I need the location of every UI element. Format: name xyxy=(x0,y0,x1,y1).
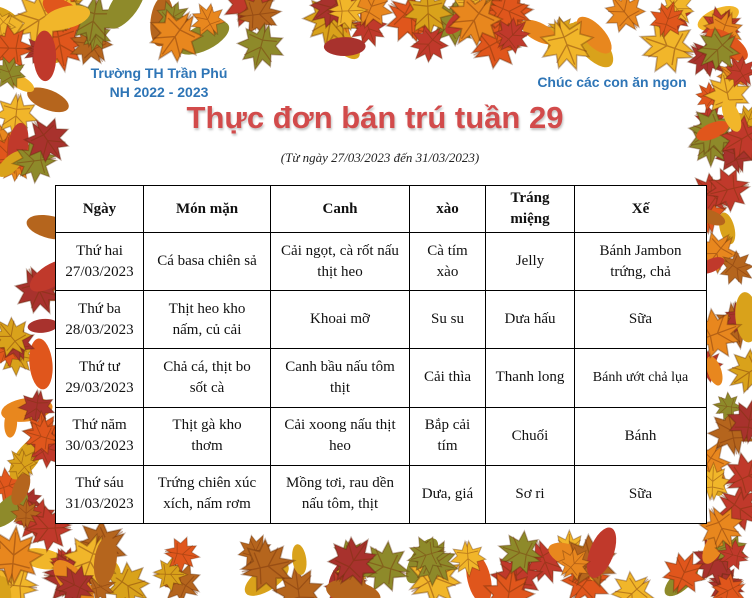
school-name: Trường TH Trần Phú xyxy=(90,65,228,81)
day-name: Thứ sáu xyxy=(75,475,124,492)
table-row xyxy=(56,465,707,523)
day-date: 29/03/2023 xyxy=(65,379,134,396)
day-cell xyxy=(56,407,144,465)
day-name: Thứ hai xyxy=(76,242,123,259)
stir-fry-cell: Bắp cải tím xyxy=(410,407,486,465)
school-year: NH 2022 - 2023 xyxy=(109,84,209,100)
main-dish-cell: Chả cá, thịt bo sốt cà xyxy=(144,349,271,407)
main-dish-cell: Thịt heo kho nấm, củ cải xyxy=(144,291,271,349)
snack-cell: Bánh xyxy=(575,407,707,465)
stir-fry-cell: Cà tím xào xyxy=(410,233,486,291)
day-date: 28/03/2023 xyxy=(65,321,134,338)
table-row xyxy=(56,291,707,349)
snack-cell: Sữa xyxy=(575,465,707,523)
dessert-cell: Sơ ri xyxy=(486,465,575,523)
soup-cell: Mồng tơi, rau dền nấu tôm, thịt xyxy=(271,465,410,523)
dessert-cell: Jelly xyxy=(486,233,575,291)
column-header-dessert: Tráng miệng xyxy=(486,186,575,233)
table-row xyxy=(56,407,707,465)
date-range: (Từ ngày 27/03/2023 đến 31/03/2023) xyxy=(280,150,480,165)
stir-fry-cell: Dưa, giá xyxy=(410,465,486,523)
day-cell xyxy=(56,233,144,291)
day-cell xyxy=(56,291,144,349)
table-row xyxy=(56,349,707,407)
school-info xyxy=(64,64,254,102)
table-header-row xyxy=(56,186,707,233)
day-name: Thứ năm xyxy=(72,417,127,434)
snack-cell: Bánh Jambon trứng, chả xyxy=(575,233,707,291)
table-row xyxy=(56,233,707,291)
column-header-snack: Xế xyxy=(575,186,707,233)
menu-table xyxy=(55,185,707,524)
soup-cell: Cải xoong nấu thịt heo xyxy=(271,407,410,465)
dessert-cell: Chuối xyxy=(486,407,575,465)
column-header-stir-fry: xào xyxy=(410,186,486,233)
dessert-cell: Dưa hấu xyxy=(486,291,575,349)
day-cell xyxy=(56,349,144,407)
day-date: 31/03/2023 xyxy=(65,496,134,513)
stir-fry-cell: Su su xyxy=(410,291,486,349)
page-title: Thực đơn bán trú tuần 29 xyxy=(186,100,564,135)
main-dish-cell: Cá basa chiên sả xyxy=(144,233,271,291)
day-name: Thứ ba xyxy=(78,300,121,317)
day-date: 27/03/2023 xyxy=(65,263,134,280)
column-header-main-dish: Món mặn xyxy=(144,186,271,233)
column-header-soup: Canh xyxy=(271,186,410,233)
main-dish-cell: Thịt gà kho thơm xyxy=(144,407,271,465)
soup-cell: Canh bầu nấu tôm thịt xyxy=(271,349,410,407)
snack-cell: Bánh ướt chả lụa xyxy=(575,349,707,407)
stir-fry-cell: Cải thìa xyxy=(410,349,486,407)
day-name: Thứ tư xyxy=(79,358,120,375)
snack-cell: Sữa xyxy=(575,291,707,349)
oval-leaf xyxy=(27,318,59,335)
day-cell xyxy=(56,465,144,523)
soup-cell: Khoai mỡ xyxy=(271,291,410,349)
greeting-text: Chúc các con ăn ngon xyxy=(537,74,687,90)
day-date: 30/03/2023 xyxy=(65,438,134,455)
main-dish-cell: Trứng chiên xúc xích, nấm rơm xyxy=(144,465,271,523)
column-header-day: Ngày xyxy=(56,186,144,233)
dessert-cell: Thanh long xyxy=(486,349,575,407)
soup-cell: Cải ngọt, cà rốt nấu thịt heo xyxy=(271,233,410,291)
